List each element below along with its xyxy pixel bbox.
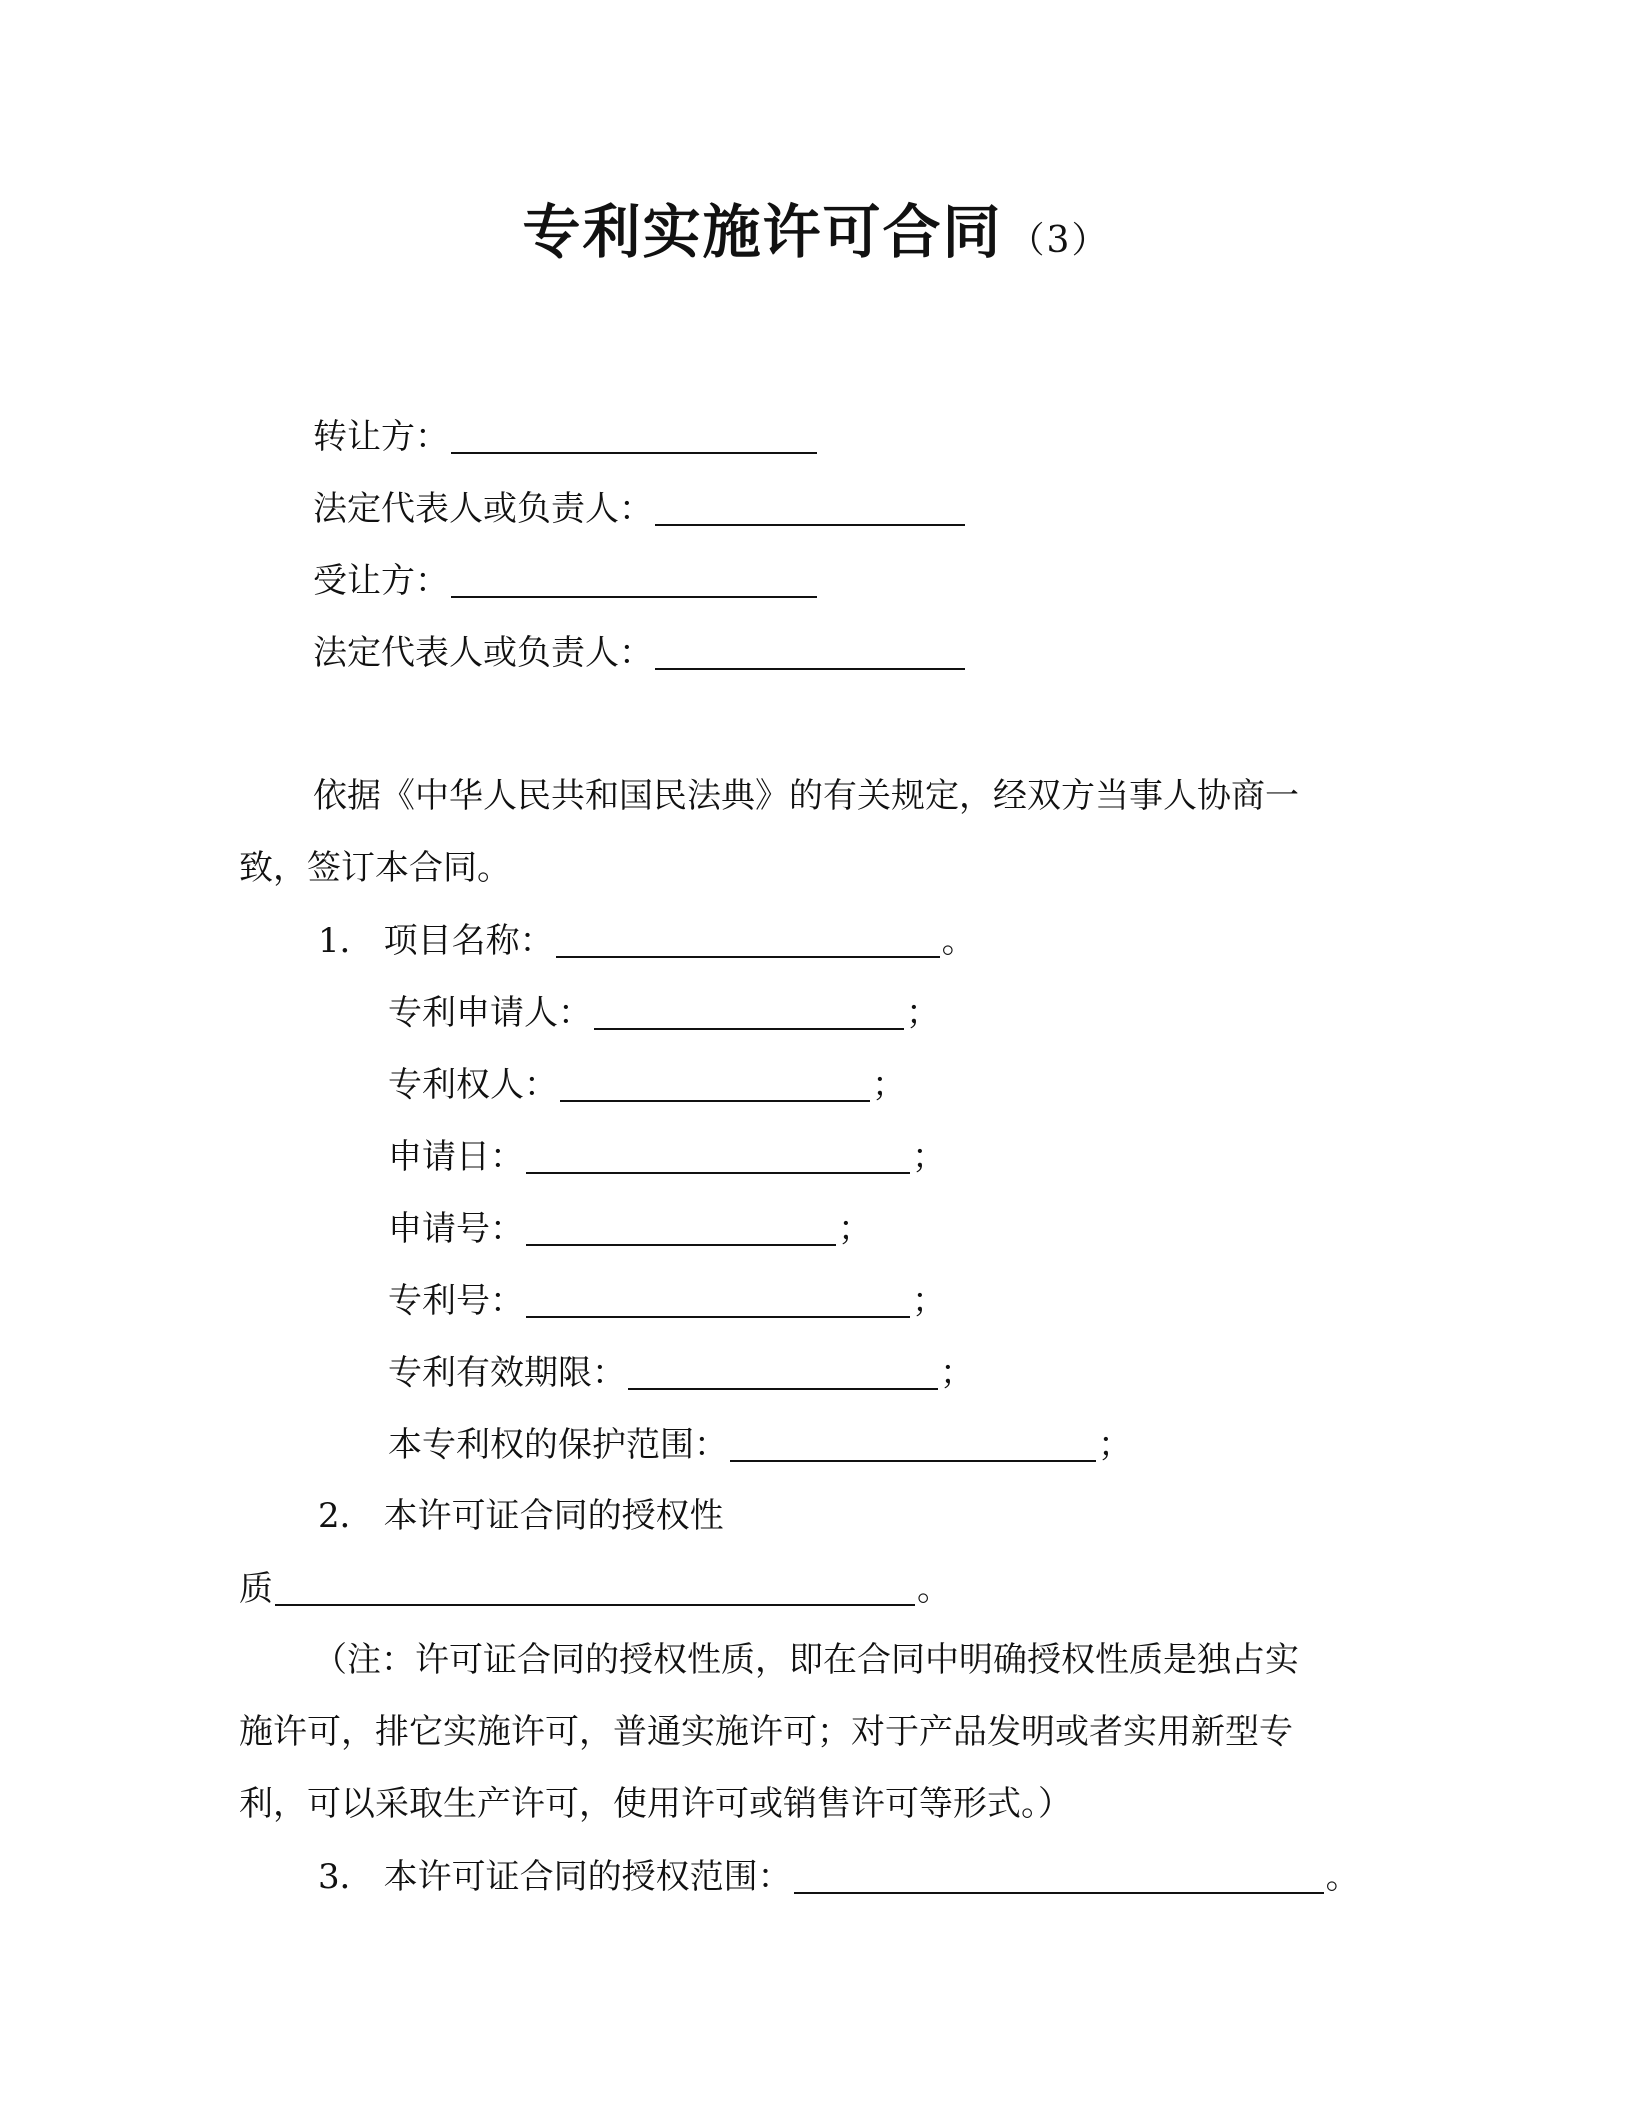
field-label: 专利号： xyxy=(388,1281,524,1321)
field-label: 专利申请人： xyxy=(388,993,592,1033)
field-application-date xyxy=(388,1132,946,1181)
blank-line[interactable] xyxy=(655,484,965,526)
field-label: 专利权人： xyxy=(388,1065,558,1105)
clause-end: 。 xyxy=(941,921,976,961)
note-line-2: 施许可，排它实施许可，普通实施许可；对于产品发明或者实用新型专 xyxy=(239,1712,1293,1752)
blank-line[interactable] xyxy=(655,628,965,670)
blank-line[interactable] xyxy=(526,1276,910,1318)
party-label: 法定代表人或负责人： xyxy=(313,633,653,673)
field-patentee xyxy=(388,1060,906,1109)
blank-line[interactable] xyxy=(730,1420,1096,1462)
title-suffix: （3） xyxy=(1008,220,1110,261)
clause-label-continued: 质 xyxy=(239,1569,273,1609)
party-label: 法定代表人或负责人： xyxy=(313,489,653,529)
field-end: ； xyxy=(940,1353,974,1393)
field-end: ； xyxy=(872,1065,906,1105)
note-line-3: 利，可以采取生产许可，使用许可或销售许可等形式。） xyxy=(239,1784,1072,1824)
field-end: ； xyxy=(838,1209,872,1249)
field-label: 申请日： xyxy=(388,1137,524,1177)
field-protection-scope xyxy=(388,1420,1132,1469)
clause-label: 本许可证合同的授权范围： xyxy=(383,1857,792,1897)
clause-end: 。 xyxy=(1325,1857,1360,1897)
clause-end: 。 xyxy=(917,1569,951,1609)
party-label: 转让方： xyxy=(313,417,449,457)
blank-line[interactable] xyxy=(451,556,817,598)
field-label: 申请号： xyxy=(388,1209,524,1249)
blank-line[interactable] xyxy=(594,988,904,1030)
clause-2-continuation xyxy=(239,1564,951,1613)
document-title xyxy=(0,192,1632,281)
note-line-1: （注：许可证合同的授权性质，即在合同中明确授权性质是独占实 xyxy=(313,1640,1299,1680)
party-transferee xyxy=(313,556,819,605)
field-validity-period xyxy=(388,1348,974,1397)
party-label: 受让方： xyxy=(313,561,449,601)
clause-1-project-name xyxy=(318,916,976,965)
blank-line[interactable] xyxy=(451,412,817,454)
party-transferor xyxy=(313,412,819,461)
clause-number: 2． xyxy=(318,1496,374,1536)
party-transferee-representative xyxy=(313,628,967,677)
blank-line[interactable] xyxy=(628,1348,938,1390)
blank-line[interactable] xyxy=(275,1564,915,1606)
blank-line[interactable] xyxy=(794,1852,1324,1894)
blank-line[interactable] xyxy=(556,916,940,958)
preamble-line-2: 致，签订本合同。 xyxy=(239,848,511,888)
blank-line[interactable] xyxy=(560,1060,870,1102)
field-end: ； xyxy=(1098,1425,1132,1465)
title-text: 专利实施许可合同 xyxy=(522,198,1003,266)
field-end: ； xyxy=(912,1137,946,1177)
field-patent-number xyxy=(388,1276,946,1325)
clause-3-authorization-scope xyxy=(318,1852,1360,1901)
party-transferor-representative xyxy=(313,484,967,533)
field-label: 本专利权的保护范围： xyxy=(388,1425,728,1465)
blank-line[interactable] xyxy=(526,1132,910,1174)
clause-label: 项目名称： xyxy=(383,921,554,961)
field-end: ； xyxy=(912,1281,946,1321)
field-application-number xyxy=(388,1204,872,1253)
field-patent-applicant xyxy=(388,988,940,1037)
preamble-line-1: 依据《中华人民共和国民法典》的有关规定，经双方当事人协商一 xyxy=(313,776,1299,816)
clause-number: 3． xyxy=(318,1857,374,1897)
clause-2-authorization-nature xyxy=(318,1492,724,1540)
field-end: ； xyxy=(906,993,940,1033)
clause-number: 1． xyxy=(318,921,374,961)
clause-label: 本许可证合同的授权性 xyxy=(383,1496,724,1536)
field-label: 专利有效期限： xyxy=(388,1353,626,1393)
blank-line[interactable] xyxy=(526,1204,836,1246)
